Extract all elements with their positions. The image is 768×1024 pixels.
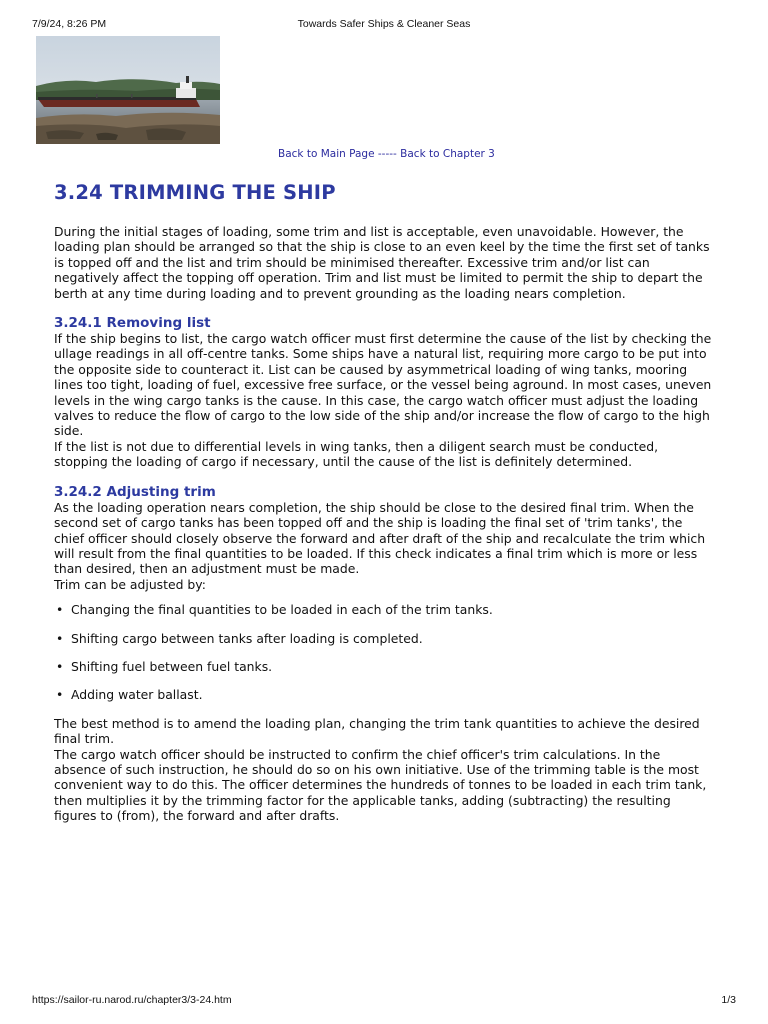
- trim-methods-list: [54, 602, 714, 703]
- article-content: [54, 180, 714, 824]
- adjusting-trim-paragraph-2: Trim can be adjusted by:: [54, 576, 206, 592]
- back-to-chapter-link[interactable]: Back to Chapter 3: [400, 148, 495, 160]
- print-datetime: 7/9/24, 8:26 PM: [32, 18, 107, 30]
- intro-paragraph: During the initial stages of loading, some trim and list is acceptable, even unavoidable. However, the loading plan should be arranged so that the ship is close to an even keel by the time the first set of tanks is topped off and the list and trim should be minimised thereafter. Excessive trim and/or list can negatively affect the topping off operation. Trim and list must be limited to permit the ship to depart the berth at any time during loading and to prevent grounding as the loading nears completion.: [54, 224, 710, 301]
- removing-list-paragraph-2: If the list is not due to differential levels in wing tanks, then a diligent search must be conducted, stopping the loading of cargo if necessary, until the cause of the list is definitely determined.: [54, 438, 659, 470]
- adjusting-trim-paragraph-3: The best method is to amend the loading plan, changing the trim tank quantities to achieve the desired final trim.: [54, 715, 700, 747]
- back-to-main-page-link[interactable]: Back to Main Page: [278, 148, 375, 160]
- list-item: • Adding water ballast.: [54, 687, 714, 702]
- print-header: [32, 18, 736, 32]
- print-doc-title: Towards Safer Ships & Cleaner Seas: [297, 18, 471, 30]
- print-footer: [32, 994, 736, 1008]
- nav-links: [278, 148, 495, 160]
- section-heading-adjusting-trim: 3.24.2 Adjusting trim: [54, 483, 216, 500]
- tanker-ship-photo: [36, 36, 220, 144]
- section-heading-removing-list: 3.24.1 Removing list: [54, 315, 211, 332]
- list-item: • Changing the final quantities to be loaded in each of the trim tanks.: [54, 602, 714, 617]
- page-number: 1/3: [721, 994, 736, 1006]
- adjusting-trim-paragraph-4: The cargo watch officer should be instructed to confirm the chief officer's trim calculations. In the absence of such instruction, he should do so on his own initiative. Use of the trimming table is the most convenient way to do this. The officer determines the hundreds of tonnes to be loaded in each trim tank, then multiplies it by the trimming factor for the applicable tanks, adding (subtracting) the resulting figures to (from), the forward and after drafts.: [54, 746, 707, 824]
- removing-list-paragraph-1: If the ship begins to list, the cargo watch officer must first determine the cause of the list by checking the ullage readings in all off-centre tanks. Some ships have a natural list, requiring more cargo to be put into the opposite side to counteract it. List can be caused by asymmetrical loading of wing tanks, mooring lines too tight, loading of fuel, excessive free surface, or the vessel being aground. In most cases, uneven levels in the wing cargo tanks is the cause. In this case, the cargo watch officer must adjust the loading valves to reduce the flow of cargo to the low side of the ship and/or increase the flow of cargo to the high side.: [54, 331, 712, 439]
- nav-separator: -----: [374, 148, 401, 160]
- list-item: • Shifting cargo between tanks after loading is completed.: [54, 631, 714, 646]
- page-title: 3.24 TRIMMING THE SHIP: [54, 181, 336, 204]
- closing-block: [54, 716, 714, 824]
- adjusting-trim-paragraph-1: As the loading operation nears completion, the ship should be close to the desired final trim. When the second set of cargo tanks has been topped off and the ship is loading the final set of 'trim tanks', the chief officer should closely observe the forward and after draft of the ship and recalculate the trim which will result from the final quantities to be loaded. If this check indicates a final trim which is more or less than desired, then an adjustment must be made.: [54, 499, 706, 577]
- page-url: https://sailor-ru.narod.ru/chapter3/3-24.htm: [32, 994, 232, 1006]
- list-item: • Shifting fuel between fuel tanks.: [54, 659, 714, 674]
